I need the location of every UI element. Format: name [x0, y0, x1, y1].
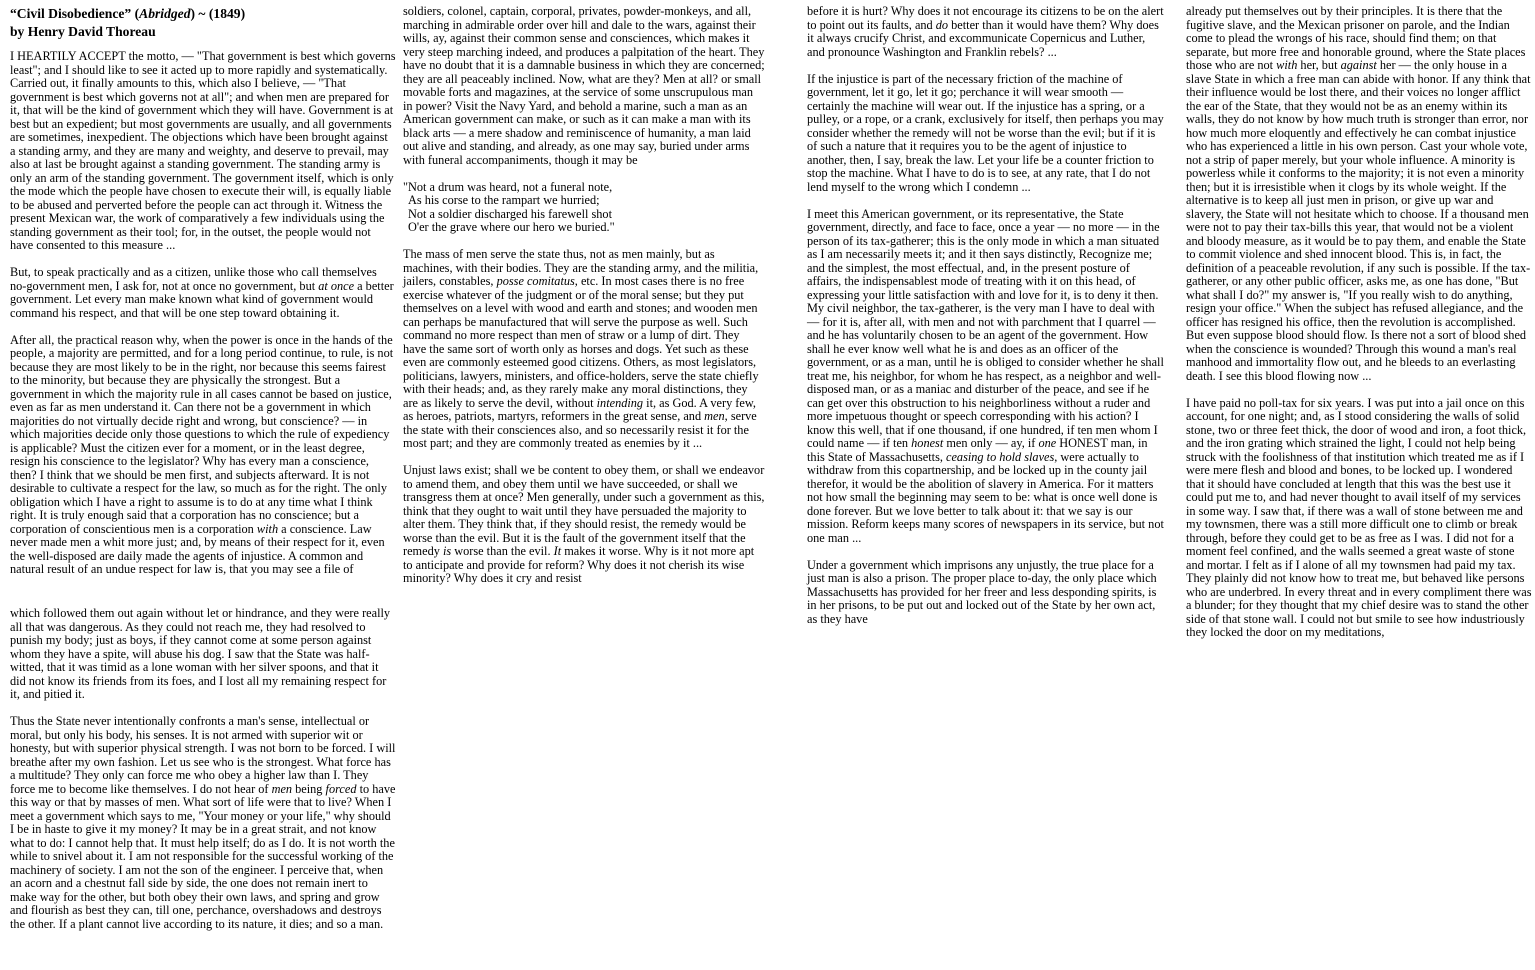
paragraph: Thus the State never intentionally confronts a man's sense, intellectual or moral, but only his body, his senses. It is not armed with superior wit or honesty, but with superior physical strength. I was not born to be forced. I will breathe after my own fashion. Let us see who is the strongest. What force has a multitude? They only can force me who obey a higher law than I. They force me to become like themselves. I do not hear of men being forced to have this way or that by masses of men. What sort of life were that to live? When I meet a government which says to me, "Your money or your life," why should I be in haste to give it my money? It may be in a great strait, and not know what to do: I cannot help that. It must help itself; do as I do. It is not worth the while to snivel about it. I am not responsible for the successful working of the machinery of society. I am not the son of the engineer. I perceive that, when an acorn and a chestnut fall side by side, the one does not remain inert to make way for the other, but both obey their own laws, and spring and grow and flourish as best they can, till one, perchance, overshadows and destroys the other. If a plant cannot live according to its nature, it dies; and so a man. [10, 714, 396, 931]
paragraph: I HEARTILY ACCEPT the motto, — "That government is best which governs least"; and I should like to see it acted up to more rapidly and systematically. Carried out, it finally amounts to this, which also I believe, — "That government is best which governs not at all"; and when men are prepared for it, that will be the kind of government which they will have. Government is at best but an expedient; but most governments are usually, and all governments are sometimes, inexpedient. The objections which have been brought against a standing army, and they are many and weighty, and deserve to prevail, may also at last be brought against a standing government. The standing army is only an arm of the standing government. The government itself, which is only the mode which the people have chosen to execute their will, is equally liable to be abused and perverted before the people can act through it. Witness the present Mexican war, the work of comparatively a few individuals using the standing government as their tool; for, in the outset, the people would not have consented to this measure ... [10, 49, 396, 252]
text-column-3 [807, 5, 1164, 640]
paragraph: soldiers, colonel, captain, corporal, privates, powder-monkeys, and all, marching in admirable order over hill and dale to the wars, against their wills, ay, against their common sense and consciences, which makes it very steep marching indeed, and produces a palpitation of the heart. They have no doubt that it is a damnable business in which they are concerned; they are all peaceably inclined. Now, what are they? Men at all? or small movable forts and magazines, at the service of some unscrupulous man in power? Visit the Navy Yard, and behold a marine, such a man as an American government can make, or such as it can make a man with its black arts — a mere shadow and reminiscence of humanity, a man laid out alive and standing, and already, as one may say, buried under arms with funeral accompaniments, though it may be [403, 4, 765, 167]
text-column-2 [403, 5, 765, 599]
paragraph: which followed them out again without let or hindrance, and they were really all that was dangerous. As they could not reach me, they had resolved to punish my body; just as boys, if they cannot come at some person against whom they have a spite, will abuse his dog. I saw that the State was half-witted, that it was timid as a lone woman with her silver spoons, and that it did not know its friends from its foes, and I lost all my remaining respect for it, and pitied it. [10, 606, 391, 701]
verse-line: "Not a drum was heard, not a funeral note, [403, 179, 613, 194]
text-column-4 [1186, 5, 1533, 653]
paragraph: The mass of men serve the state thus, not as men mainly, but as machines, with their bodies. They are the standing army, and the militia, jailers, constables, posse comitatus, etc. In most cases there is no free exercise whatever of the judgment or of the moral sense; but they put themselves on a level with wood and earth and stones; and wooden men can perhaps be manufactured that will serve the purpose as well. Such command no more respect than men of straw or a lump of dirt. They have the same sort of worth only as horses and dogs. Yet such as these even are commonly esteemed good citizens. Others, as most legislators, politicians, lawyers, ministers, and office-holders, serve the state chiefly with their heads; and, as they rarely make any moral distinctions, they are as likely to serve the devil, without intending it, as God. A very few, as heroes, patriots, martyrs, reformers in the great sense, and men, serve the state with their consciences also, and so necessarily resist it for the most part; and they are commonly treated as enemies by it ... [403, 247, 759, 450]
paragraph: Unjust laws exist; shall we be content to obey them, or shall we endeavor to amend them, and obey them until we have succeeded, or shall we transgress them at once? Men generally, under such a government as this, think that they ought to wait until they have persuaded the majority to alter them. They think that, if they should resist, the remedy would be worse than the evil. But it is the fault of the government itself that the remedy is worse than the evil. It makes it worse. Why is it not more apt to anticipate and provide for reform? Why does it not cherish its wise minority? Why does it cry and resist [403, 463, 765, 585]
verse-line: As his corse to the rampart we hurried; [408, 193, 600, 207]
paragraph: Under a government which imprisons any unjustly, the true place for a just man is also a prison. The proper place to-day, the only place which Massachusetts has provided for her freer and less desponding spirits, is in her prisons, to be put out and locked out of the State by her own act, as they have [807, 557, 1157, 626]
overflow-text-block [10, 607, 396, 945]
paragraph: After all, the practical reason why, when the power is once in the hands of the people, a majority are permitted, and for a long period continue, to rule, is not because they are most likely to be in the right, nor because this seems fairest to the minority, but because they are physically the strongest. But a government in which the majority rule in all cases cannot be based on justice, even as far as men understand it. Can there not be a government in which majorities do not virtually decide right and wrong, but conscience? — in which majorities decide only those questions to which the rule of expediency is applicable? Must the citizen ever for a moment, or in the least degree, resign his conscience to the legislator? Why has every man a conscience, then? I think that we should be men first, and subjects afterward. It is not desirable to cultivate a respect for the law, so much as for the right. The only obligation which I have a right to assume is to do at any time what I think right. It is truly enough said that a corporation has no conscience; but a corporation of conscientious men is a corporation with a conscience. Law never made men a whit more just; and, by means of their respect for it, even the well-disposed are daily made the agents of injustice. A common and natural result of an undue respect for law is, that you may see a file of [10, 332, 394, 576]
paragraph: But, to speak practically and as a citizen, unlike those who call themselves no-government men, I ask for, not at once no government, but at once a better government. Let every man make known what kind of government would command his respect, and that will be one step toward obtaining it. [10, 265, 394, 320]
paragraph: already put themselves out by their principles. It is there that the fugitive slave, and the Mexican prisoner on parole, and the Indian come to plead the wrongs of his race, should find them; on that separate, but more free and honorable ground, where the State places those who are not with her, but against her — the only house in a slave State in which a free man can abide with honor. If any think that their influence would be lost there, and their voices no longer afflict the ear of the State, that they would not be as an enemy within its walls, they do not know by how much truth is stronger than error, nor how much more eloquently and effectively he can combat injustice who has experienced a little in his own person. Cast your whole vote, not a strip of paper merely, but your whole influence. A minority is powerless while it conforms to the majority; it is not even a minority then; but it is irresistible when it clogs by its whole weight. If the alternative is to keep all just men in prison, or give up war and slavery, the State will not hesitate which to choose. If a thousand men were not to pay their tax-bills this year, that would not be a violent and bloody measure, as it would be to pay them, and enable the State to commit violence and shed innocent blood. This is, in fact, the definition of a peaceable revolution, if any such is possible. If the tax-gatherer, or any other public officer, asks me, as one has done, "But what shall I do?" my answer is, "If you really wish to do anything, resign your office." When the subject has refused allegiance, and the officer has resigned his office, then the revolution is accomplished. But even suppose blood should flow. Is there not a sort of blood shed when the conscience is wounded? Through this wound a man's real manhood and immortality flow out, and he bleeds to an everlasting death. I see this blood flowing now ... [1186, 4, 1531, 383]
document-title-line: by Henry David Thoreau [10, 24, 156, 39]
paragraph: I have paid no poll-tax for six years. I was put into a jail once on this account, for one night; and, as I stood considering the walls of solid stone, two or three feet thick, the door of wood and iron, a foot thick, and the iron grating which strained the light, I could not help being struck with the foolishness of that institution which treated me as if I were mere flesh and blood and bones, to be locked up. I wondered that it should have concluded at length that this was the best use it could put me to, and had never thought to avail itself of my services in some way. I saw that, if there was a wall of stone between me and my townsmen, there was a still more difficult one to climb or break through, before they could get to be as free as I was. I did not for a moment feel confined, and the walls seemed a great waste of stone and mortar. I felt as if I alone of all my townsmen had paid my tax. They plainly did not know how to treat me, but behaved like persons who are underbred. In every threat and in every compliment there was a blunder; for they thought that my chief desire was to stand the other side of that stone wall. I could not but smile to see how industriously they locked the door on my meditations, [1186, 395, 1532, 639]
verse-quote [403, 181, 765, 235]
paragraph: I meet this American government, or its representative, the State government, directly, and face to face, once a year — no more — in the person of its tax-gatherer; this is the only mode in which a man situated as I am necessarily meets it; and it then says distinctly, Recognize me; and the simplest, the most effectual, and, in the present posture of affairs, the indispensablest mode of treating with it on this head, of expressing your little satisfaction with and love for it, is to deny it then. My civil neighbor, the tax-gatherer, is the very man I have to deal with — for it is, after all, with men and not with parchment that I quarrel — and he has voluntarily chosen to be an agent of the government. How shall he ever know well what he is and does as an officer of the government, or as a man, until he is obliged to consider whether he shall treat me, his neighbor, for whom he has respect, as a neighbor and well-disposed man, or as a maniac and disturber of the peace, and see if he can get over this obstruction to his neighborliness without a ruder and more impetuous thought or speech corresponding with his action? I know this well, that if one thousand, if one hundred, if ten men whom I could name — if ten honest men only — ay, if one HONEST man, in this State of Massachusetts, ceasing to hold slaves, were actually to withdraw from this copartnership, and be locked up in the county jail therefor, it would be the abolition of slavery in America. For it matters not how small the beginning may seem to be: what is once well done is done forever. But we love better to talk about it: that we say is our mission. Reform keeps many scores of newspapers in its service, but not one man ... [807, 206, 1164, 545]
verse-line: Not a soldier discharged his farewell shot [408, 206, 612, 221]
verse-line: O'er the grave where our hero we buried." [408, 220, 615, 234]
text-column-1 [10, 5, 396, 590]
document-title-line: “Civil Disobedience” (Abridged) ~ (1849) [10, 6, 246, 21]
paragraph: before it is hurt? Why does it not encourage its citizens to be on the alert to point out its faults, and do better than it would have them? Why does it always crucify Christ, and excommunicate Copernicus and Luther, and pronounce Washington and Franklin rebels? ... [807, 4, 1164, 59]
paragraph: If the injustice is part of the necessary friction of the machine of government, let it go, let it go; perchance it will wear smooth — certainly the machine will wear out. If the injustice has a spring, or a pulley, or a rope, or a crank, exclusively for itself, then perhaps you may consider whether the remedy will not be worse than the evil; but if it is of such a nature that it requires you to be the agent of injustice to another, then, I say, break the law. Let your life be a counter friction to stop the machine. What I have to do is to see, at any rate, that I do not lend myself to the wrong which I condemn ... [807, 71, 1164, 194]
